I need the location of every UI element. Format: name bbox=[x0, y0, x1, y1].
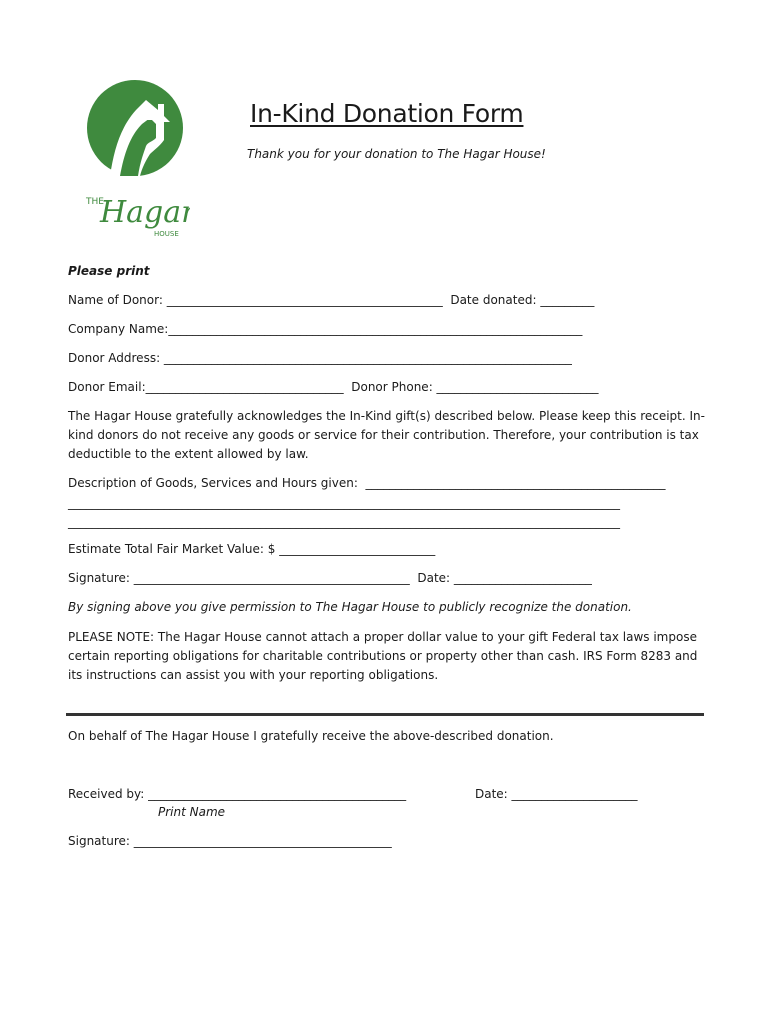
received-by-field[interactable]: Received by: ___________________________________________ bbox=[68, 787, 407, 801]
description-field-line-1[interactable]: Description of Goods, Services and Hours given: __________________________________________________ bbox=[68, 476, 666, 490]
print-name-caption: Print Name bbox=[158, 805, 226, 819]
receipt-date-field[interactable]: Date: _____________________ bbox=[475, 787, 638, 801]
page-title: In-Kind Donation Form bbox=[250, 99, 524, 128]
logo-emblem-icon bbox=[80, 80, 190, 240]
please-note-paragraph: PLEASE NOTE: The Hagar House cannot attach a proper dollar value to your gift Federal tax laws impose certain reporting obligations for charitable contributions or property other than cash. IRS Form 8283 and its instructions can assist you with your reporting obligations. bbox=[68, 630, 698, 682]
donor-address-field[interactable]: Donor Address: ____________________________________________________________________ bbox=[68, 351, 572, 365]
receipt-signature-field[interactable]: Signature: ___________________________________________ bbox=[68, 834, 392, 848]
page-subtitle: Thank you for your donation to The Hagar House! bbox=[247, 147, 546, 161]
logo-name-text: Hagar bbox=[100, 195, 190, 230]
section-divider bbox=[66, 713, 704, 716]
signature-date-field[interactable]: Signature: ______________________________________________ Date: _______________________ bbox=[68, 571, 592, 585]
company-name-field[interactable]: Company Name:_____________________________________________________________________ bbox=[68, 322, 583, 336]
logo-house-text: HOUSE bbox=[154, 230, 179, 238]
description-field-line-2[interactable]: ____________________________________________________________________________________________ bbox=[68, 496, 620, 510]
logo-the-text: THE bbox=[86, 197, 104, 207]
on-behalf-text: On behalf of The Hagar House I gratefully receive the above-described donation. bbox=[68, 729, 554, 743]
description-field-line-3[interactable]: ____________________________________________________________________________________________ bbox=[68, 515, 620, 529]
acknowledgement-paragraph: The Hagar House gratefully acknowledges the In-Kind gift(s) described below. Please keep this receipt. In-kind donors do not receive any goods or service for their contribution. Therefore, your contribution is tax deductible to the extent allowed by law. bbox=[68, 409, 705, 461]
hagar-house-logo bbox=[80, 80, 190, 240]
please-print-label: Please print bbox=[68, 264, 150, 278]
permission-note: By signing above you give permission to The Hagar House to publicly recognize the donation. bbox=[68, 600, 632, 614]
fair-market-value-field[interactable]: Estimate Total Fair Market Value: $ __________________________ bbox=[68, 542, 436, 556]
name-of-donor-field[interactable]: Name of Donor: ______________________________________________ Date donated: _________ bbox=[68, 293, 595, 307]
donor-email-phone-field[interactable]: Donor Email:_________________________________ Donor Phone: ___________________________ bbox=[68, 380, 599, 394]
